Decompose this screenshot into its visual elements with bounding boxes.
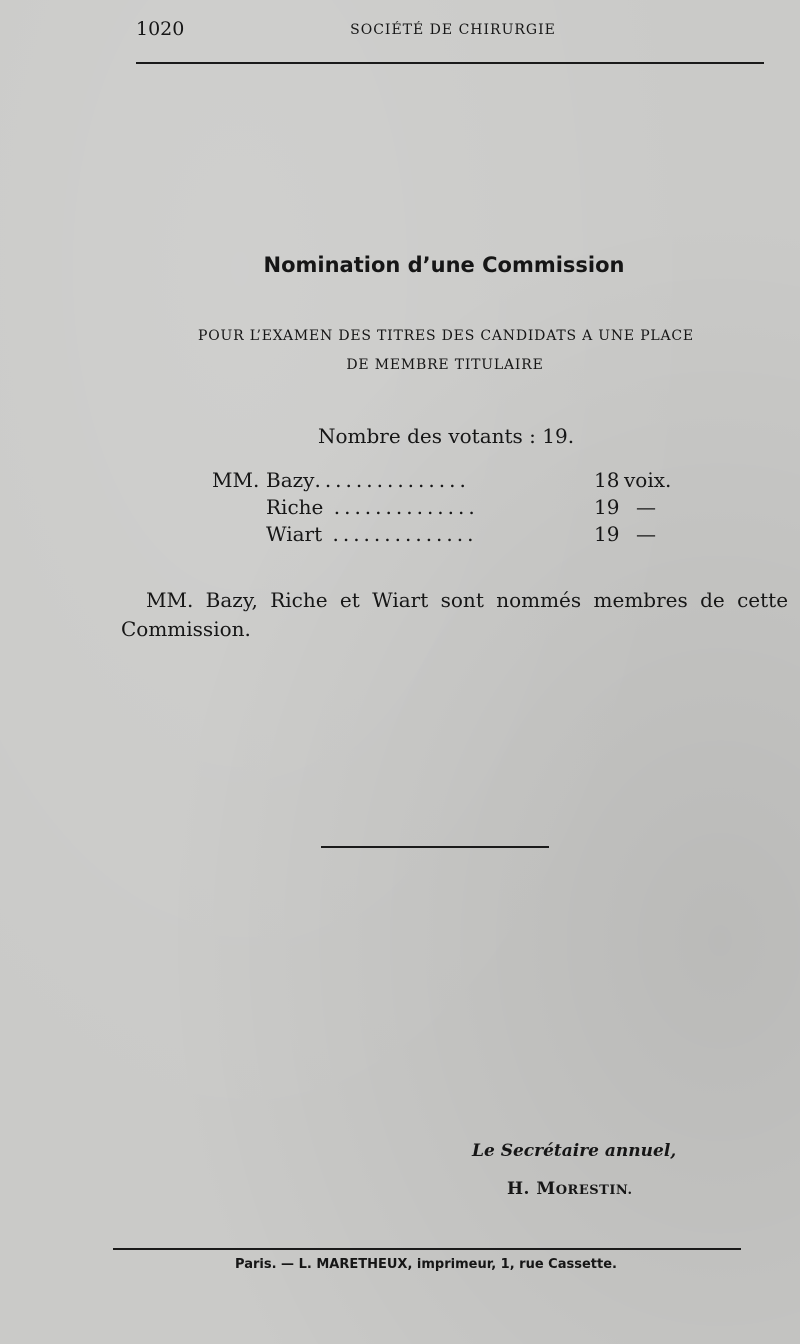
result-paragraph-line-2: Commission. xyxy=(121,617,251,641)
signature-name: H. MORESTIN. xyxy=(507,1179,633,1199)
vote-row-name: Bazy............... xyxy=(266,468,470,492)
subtitle-line-2: DE MEMBRE TITULAIRE xyxy=(346,357,544,373)
vote-row-count: 18 xyxy=(594,468,620,492)
running-head: SOCIÉTÉ DE CHIRURGIE xyxy=(350,22,556,38)
vote-row-unit: — xyxy=(636,522,656,546)
votes-prefix: MM. xyxy=(212,468,260,492)
result-paragraph-line-1: MM. Bazy, Riche et Wiart sont nommés membres de cette xyxy=(146,588,789,612)
leader-dots: .............. xyxy=(322,522,478,546)
footer-rule xyxy=(113,1248,741,1250)
leader-dots: .............. xyxy=(323,495,479,519)
vote-row-name: Wiart .............. xyxy=(266,522,478,546)
vote-row-count: 19 xyxy=(594,522,620,546)
vote-row-unit: — xyxy=(636,495,656,519)
subtitle-line-1: POUR L’EXAMEN DES TITRES DES CANDIDATS A UNE PLACE xyxy=(198,328,694,344)
header-rule xyxy=(136,62,764,64)
section-title: Nomination d’une Commission xyxy=(263,253,625,277)
vote-row-name: Riche .............. xyxy=(266,495,479,519)
section-divider xyxy=(321,846,549,848)
vote-row-unit: voix. xyxy=(624,468,672,492)
votants-line: Nombre des votants : 19. xyxy=(318,424,575,448)
printer-footer: Paris. — L. MARETHEUX, imprimeur, 1, rue Cassette. xyxy=(235,1257,617,1272)
vote-row-count: 19 xyxy=(594,495,620,519)
leader-dots: ............... xyxy=(314,468,470,492)
signature-role: Le Secrétaire annuel, xyxy=(472,1141,677,1161)
page-number: 1020 xyxy=(136,18,185,40)
